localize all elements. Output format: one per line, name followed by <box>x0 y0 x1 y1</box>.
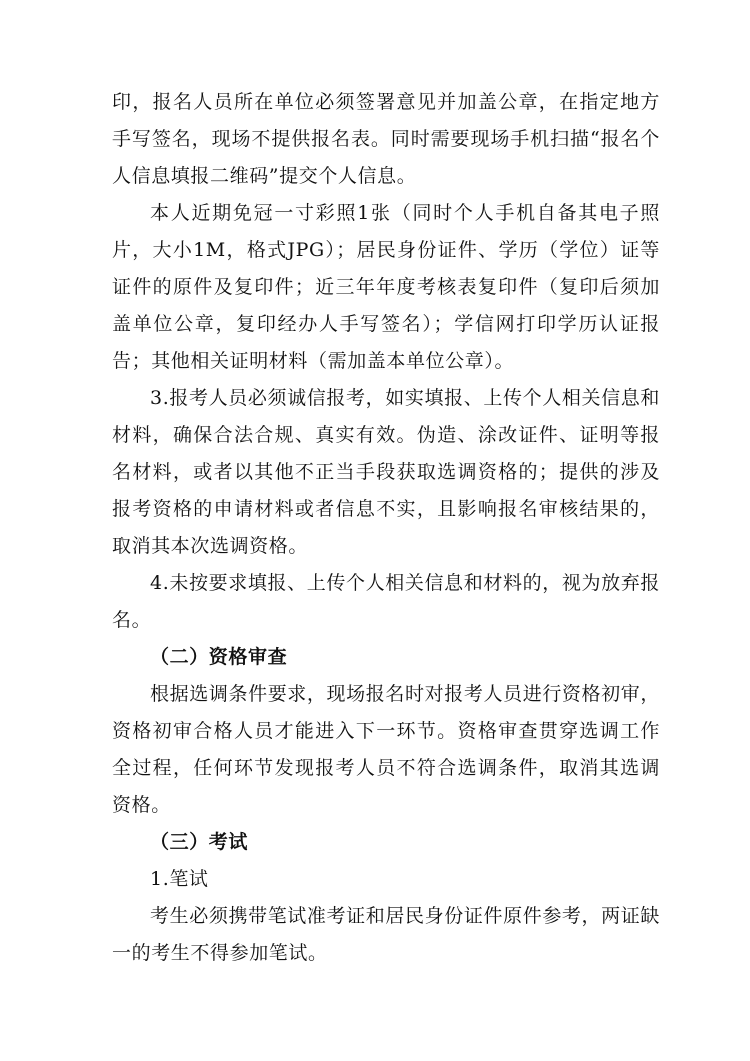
paragraph-honesty-requirement: 3.报考人员必须诚信报考，如实填报、上传个人相关信息和材料，确保合法合规、真实有效。伪造、涂改证件、证明等报名材料，或者以其他不正当手段获取选调资格的；提供的涉及报考资格的申请材料或者信息不实，且影响报名审核结果的，取消其本次选调资格。 <box>112 387 660 557</box>
subheading-written-exam: 1.笔试 <box>150 868 209 890</box>
paragraph-written-exam-rules: 考生必须携带笔试准考证和居民身份证件原件参考，两证缺一的考生不得参加笔试。 <box>112 905 660 964</box>
paragraph-registration-form: 印，报名人员所在单位必须签署意见并加盖公章，在指定地方手写签名，现场不提供报名表。同时需要现场手机扫描“报名个人信息填报二维码”提交个人信息。 <box>112 91 660 187</box>
section-heading-qualification-review: （二）资格审查 <box>150 646 288 668</box>
section-heading-exam: （三）考试 <box>150 831 249 853</box>
paragraph-qualification-review: 根据选调条件要求，现场报名时对报考人员进行资格初审，资格初审合格人员才能进入下一环节。资格审查贯穿选调工作全过程，任何环节发现报考人员不符合选调条件，取消其选调资格。 <box>112 683 660 816</box>
paragraph-required-materials: 本人近期免冠一寸彩照1张（同时个人手机自备其电子照片，大小1M，格式JPG）；居民身份证件、学历（学位）证等证件的原件及复印件；近三年年度考核表复印件（复印后须加盖单位公章，复印经办人手写签名）；学信网打印学历认证报告；其他相关证明材料（需加盖本单位公章）。 <box>112 202 660 372</box>
paragraph-abandon-registration: 4.未按要求填报、上传个人相关信息和材料的，视为放弃报名。 <box>112 572 660 631</box>
document-body <box>112 84 660 972</box>
